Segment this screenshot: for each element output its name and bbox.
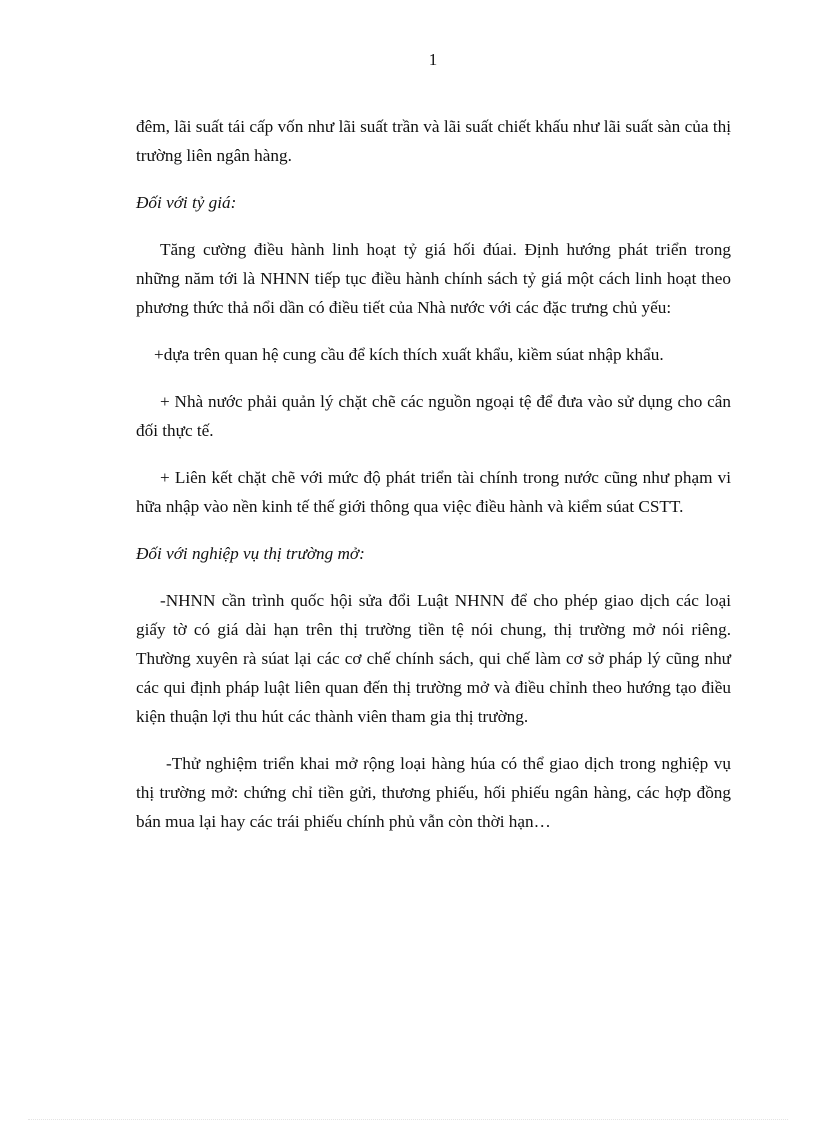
heading-open-market-operations: Đối với nghiệp vụ thị trường mở: xyxy=(136,544,365,563)
paragraph-interest-rate-continuation: đêm, lãi suất tái cấp vốn như lãi suất trần và lãi suất chiết khấu như lãi suất sàn của thị trường liên ngân hàng. xyxy=(136,117,731,165)
paragraph-exchange-rate-management: Tăng cường điều hành linh hoạt tỷ giá hối đúai. Định hướng phát triển trong những năm tới là NHNN tiếp tục điều hành chính sách tỷ giá một cách linh hoạt theo phương thức thả nổi dần có điều tiết của Nhà nước với các đặc trưng chủ yếu: xyxy=(136,240,731,317)
page-number: 1 xyxy=(428,50,438,69)
bullet-financial-development-link: + Liên kết chặt chẽ với mức độ phát triển tài chính trong nước cũng như phạm vi hữa nhập vào nền kinh tế thế giới thông qua việc điều hành và kiểm súat CSTT. xyxy=(136,468,731,516)
paragraph-pilot-expansion: -Thử nghiệm triển khai mở rộng loại hàng húa có thể giao dịch trong nghiệp vụ thị trường mở: chứng chỉ tiền gửi, thương phiếu, hối phiếu ngân hàng, các hợp đồng bán mua lại hay các trái phiếu chính phủ vẫn còn thời hạn… xyxy=(136,754,731,831)
heading-exchange-rate: Đối với tỷ giá: xyxy=(136,193,237,212)
page-bottom-border xyxy=(28,1119,788,1120)
document-body xyxy=(136,112,731,854)
bullet-foreign-currency-control: + Nhà nước phải quản lý chặt chẽ các nguồn ngoại tệ để đưa vào sử dụng cho cân đối thực tế. xyxy=(136,392,731,440)
bullet-supply-demand: +dựa trên quan hệ cung cầu để kích thích xuất khẩu, kiềm súat nhập khẩu. xyxy=(154,345,664,364)
paragraph-nhnn-law-amendment: -NHNN cần trình quốc hội sửa đổi Luật NHNN để cho phép giao dịch các loại giấy tờ có giá dài hạn trên thị trường tiền tệ nói chung, thị trường mở nói riêng. Thường xuyên rà súat lại các cơ chế chính sách, qui chế làm cơ sở pháp lý cũng như các qui định pháp luật liên quan đến thị trường mở và điều chỉnh theo hướng tạo điều kiện thuận lợi thu hút các thành viên tham gia thị trường. xyxy=(136,591,731,726)
